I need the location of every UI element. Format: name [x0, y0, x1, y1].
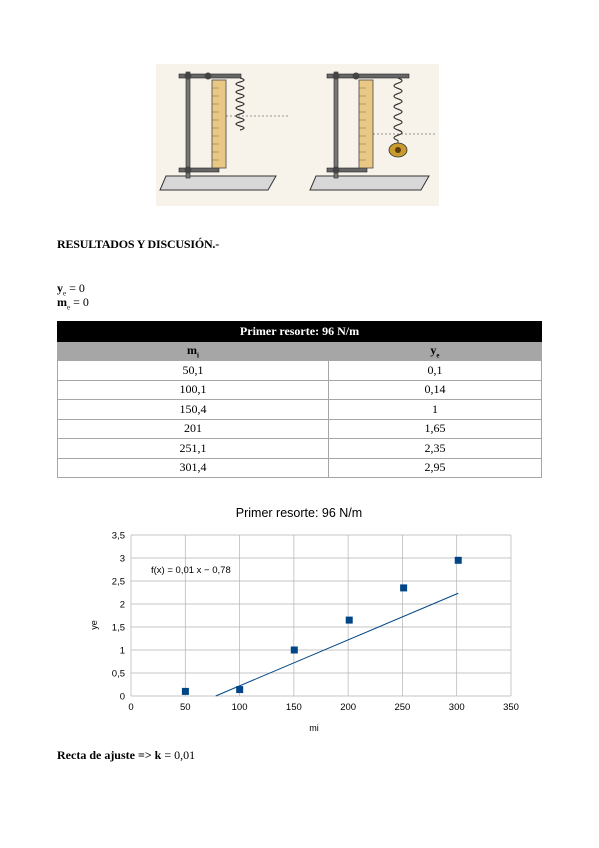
table-cell: 150,4 [58, 400, 329, 420]
table-cell: 201 [58, 419, 329, 439]
scatter-chart [57, 496, 542, 742]
y-tick-label: 1,5 [111, 622, 125, 634]
data-point [182, 688, 189, 695]
x-tick-label: 50 [179, 702, 191, 713]
y-tick-label: 0 [119, 691, 125, 703]
x-tick-label: 200 [340, 702, 357, 713]
column-header-ye: $y_e$ [328, 342, 541, 361]
fit-line-result: Recta de ajuste => k = 0,01 [57, 748, 196, 762]
data-point [400, 584, 407, 591]
y-tick-label: 3 [119, 553, 125, 565]
x-tick-label: 350 [503, 702, 519, 713]
table-cell: 2,35 [328, 439, 541, 459]
table-cell: 2,95 [328, 458, 541, 478]
trendline-equation: f(x) = 0,01 x − 0,78 [151, 565, 231, 576]
me-value-line: $m_e = 0$ [57, 295, 89, 312]
x-tick-label: 0 [128, 702, 134, 713]
table-header-row [58, 342, 542, 361]
table-cell: 1 [328, 400, 541, 420]
table-title: Primer resorte: 96 N/m [58, 322, 542, 342]
x-tick-label: 100 [231, 702, 248, 713]
table-cell: 1,65 [328, 419, 541, 439]
table-row [58, 458, 542, 478]
results-table [57, 321, 542, 478]
x-tick-label: 300 [448, 702, 465, 713]
spring-apparatus-illustration [156, 64, 439, 206]
y-tick-label: 3,5 [111, 530, 125, 542]
table-cell: 100,1 [58, 380, 329, 400]
y-axis-label: ye [89, 620, 99, 630]
column-header-mi: $m_i$ [58, 342, 329, 361]
table-row [58, 361, 542, 381]
y-tick-label: 0,5 [111, 668, 125, 680]
table-cell: 50,1 [58, 361, 329, 381]
ye-value-line: $y_e = 0$ [57, 281, 85, 298]
y-tick-label: 2,5 [111, 576, 125, 588]
data-point [455, 557, 462, 564]
table-cell: 0,14 [328, 380, 541, 400]
data-point [236, 686, 243, 693]
data-point [346, 617, 353, 624]
table-cell: 251,1 [58, 439, 329, 459]
table-row [58, 400, 542, 420]
table-title-row [58, 322, 542, 342]
chart-title: Primer resorte: 96 N/m [235, 506, 363, 520]
table-row [58, 419, 542, 439]
y-tick-label: 1 [119, 645, 125, 657]
trendline [216, 593, 459, 696]
table-row [58, 439, 542, 459]
y-tick-label: 2 [119, 599, 125, 611]
section-title: RESULTADOS Y DISCUSIÓN.- [57, 237, 220, 251]
data-point [291, 647, 298, 654]
table-cell: 0,1 [328, 361, 541, 381]
x-axis-label: mi [309, 723, 319, 733]
x-tick-label: 250 [394, 702, 411, 713]
table-cell: 301,4 [58, 458, 329, 478]
x-tick-label: 150 [285, 702, 302, 713]
table-row [58, 380, 542, 400]
